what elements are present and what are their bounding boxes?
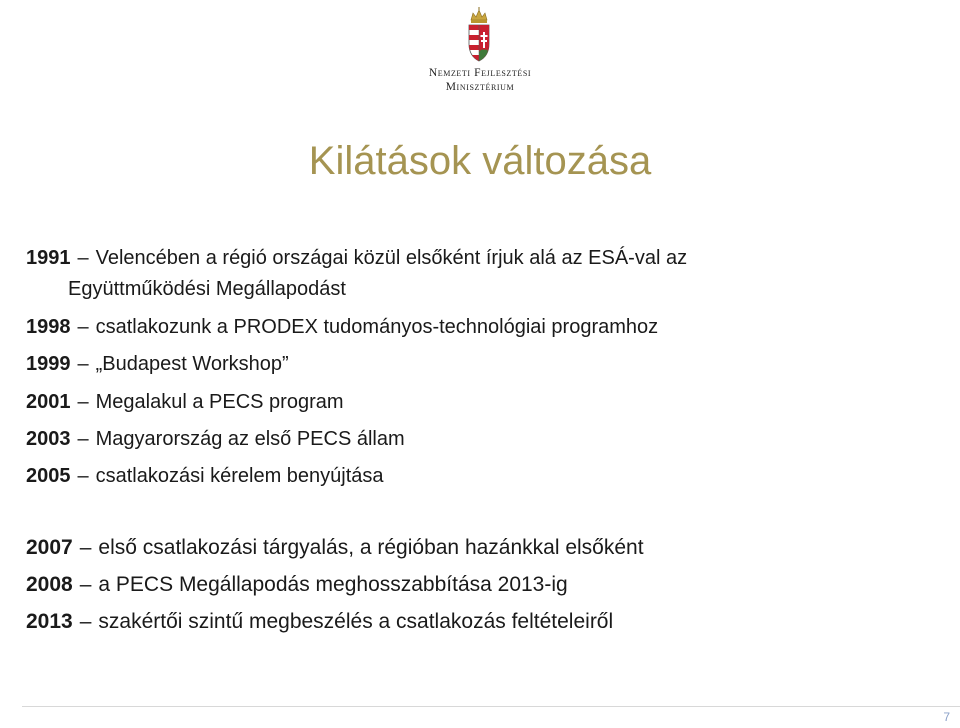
timeline-dash: – xyxy=(79,573,92,596)
timeline-dash: – xyxy=(77,465,89,487)
timeline-text: Megalakul a PECS program xyxy=(95,391,344,413)
timeline-item-2003 xyxy=(26,424,926,454)
timeline-year: 2003 xyxy=(26,428,71,450)
timeline-item-2005 xyxy=(26,461,926,491)
timeline-text: csatlakozási kérelem benyújtása xyxy=(95,465,384,487)
timeline-text: szakértői szintű megbeszélés a csatlakozás feltételeiről xyxy=(98,610,614,633)
timeline-item-1991-continuation: Együttműködési Megállapodást xyxy=(68,278,346,300)
timeline-dash: – xyxy=(77,391,89,413)
logo-text-line2: Minisztérium xyxy=(445,81,515,93)
ministry-logo xyxy=(405,4,555,94)
logo-text-line1: Nemzeti Fejlesztési xyxy=(428,67,532,79)
timeline-dash: – xyxy=(79,610,92,633)
timeline-item-1998 xyxy=(26,312,926,342)
timeline-dash: – xyxy=(79,536,92,559)
timeline-item-1991 xyxy=(26,243,926,273)
timeline-text: csatlakozunk a PRODEX tudományos-technológiai programhoz xyxy=(95,316,659,338)
timeline-year: 1991 xyxy=(26,247,71,269)
timeline-item-2013 xyxy=(26,607,926,637)
timeline-year: 1999 xyxy=(26,353,71,375)
slide-title: Kilátások változása xyxy=(308,139,652,183)
timeline-year: 2001 xyxy=(26,391,71,413)
timeline-dash: – xyxy=(77,428,89,450)
timeline-dash: – xyxy=(77,247,89,269)
hungarian-coat-of-arms-icon xyxy=(465,6,493,64)
timeline-dash: – xyxy=(77,353,89,375)
timeline-year: 1998 xyxy=(26,316,71,338)
timeline-item-2008 xyxy=(26,570,926,600)
timeline-item-2001 xyxy=(26,387,926,417)
timeline-year: 2007 xyxy=(26,536,73,559)
timeline-text: „Budapest Workshop” xyxy=(95,353,289,375)
timeline-item-2007 xyxy=(26,533,926,563)
timeline-text: Velencében a régió országai közül elsőként írjuk alá az ESÁ-val az xyxy=(95,247,688,269)
timeline-text: Magyarország az első PECS állam xyxy=(95,428,405,450)
timeline-text: első csatlakozási tárgyalás, a régióban hazánkkal elsőként xyxy=(98,536,644,559)
timeline-year: 2013 xyxy=(26,610,73,633)
timeline-dash: – xyxy=(77,316,89,338)
timeline-text: a PECS Megállapodás meghosszabbítása 2013-ig xyxy=(98,573,568,596)
footer-divider xyxy=(22,706,960,707)
timeline-year: 2005 xyxy=(26,465,71,487)
timeline-item-1999 xyxy=(26,349,926,379)
timeline-year: 2008 xyxy=(26,573,73,596)
page-number: 7 xyxy=(943,710,950,724)
